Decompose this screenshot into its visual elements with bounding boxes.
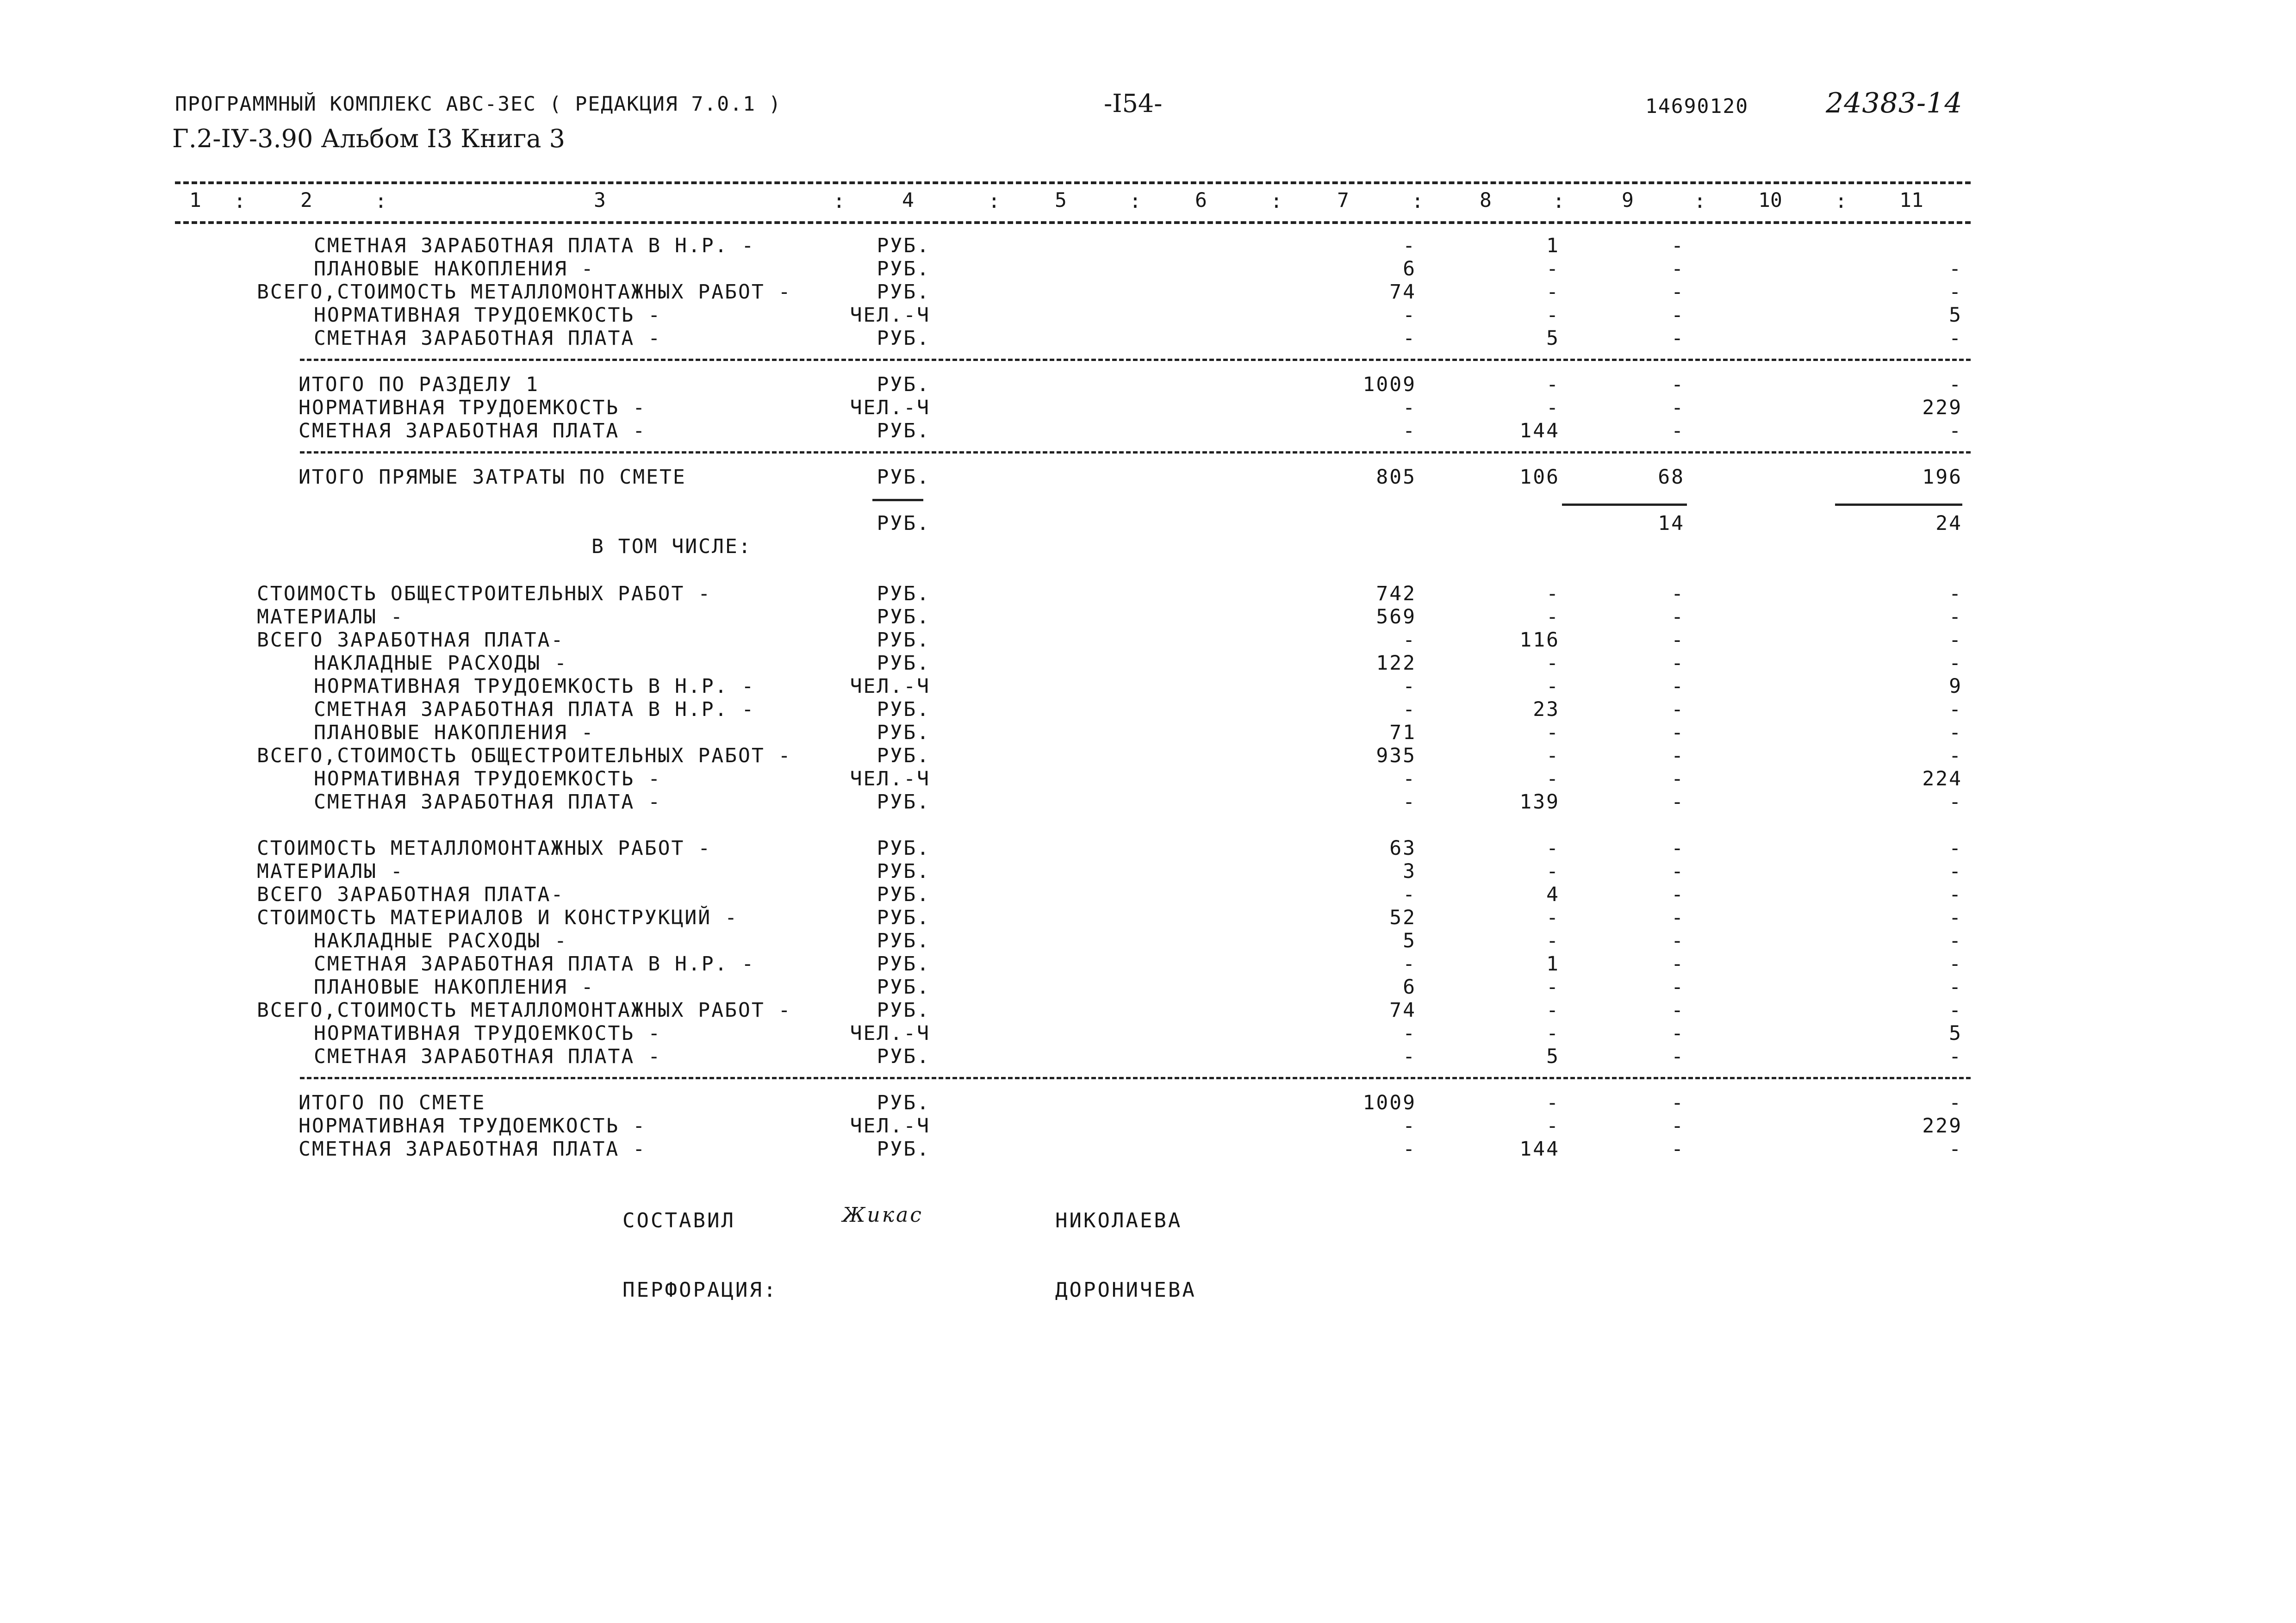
table-row bbox=[0, 906, 2296, 929]
row-col9: - bbox=[1671, 1114, 1685, 1138]
row-label: ИТОГО ПО РАЗДЕЛУ 1 bbox=[299, 373, 539, 396]
row-col7: 63 bbox=[1389, 837, 1416, 860]
row-col11: - bbox=[1949, 419, 1962, 442]
table-row bbox=[0, 976, 2296, 999]
row-label: МАТЕРИАЛЫ - bbox=[257, 860, 404, 883]
row-unit: РУБ. bbox=[877, 837, 930, 860]
row-col7: - bbox=[1403, 419, 1416, 442]
row-label: СМЕТНАЯ ЗАРАБОТНАЯ ПЛАТА - bbox=[314, 327, 662, 350]
row-col8: - bbox=[1546, 1114, 1560, 1138]
row-col8: 4 bbox=[1546, 883, 1560, 906]
row-col8: - bbox=[1546, 837, 1560, 860]
col-separator: : bbox=[1412, 190, 1424, 213]
row-col7: - bbox=[1403, 1138, 1416, 1161]
table-header-rule bbox=[175, 221, 1971, 224]
row-unit: РУБ. bbox=[877, 906, 930, 929]
row-col11: - bbox=[1949, 952, 1962, 976]
row-label: СТОИМОСТЬ ОБЩЕСТРОИТЕЛЬНЫХ РАБОТ - bbox=[257, 582, 712, 605]
row-col7: - bbox=[1403, 396, 1416, 419]
row-col9: - bbox=[1671, 999, 1685, 1022]
table-row bbox=[0, 952, 2296, 976]
row-col9: - bbox=[1671, 396, 1685, 419]
table-row bbox=[0, 721, 2296, 744]
row-unit: РУБ. bbox=[877, 234, 930, 257]
row-col11: 229 bbox=[1922, 1114, 1962, 1138]
table-row bbox=[0, 1091, 2296, 1114]
row-col11: 196 bbox=[1922, 466, 1962, 489]
table-row bbox=[0, 373, 2296, 396]
row-col7: 1009 bbox=[1363, 373, 1416, 396]
table-row bbox=[0, 929, 2296, 952]
col-header-3: 3 bbox=[594, 189, 606, 212]
row-col8: 1 bbox=[1546, 234, 1560, 257]
row-col11: - bbox=[1949, 652, 1962, 675]
table-row bbox=[0, 257, 2296, 280]
row-label: СМЕТНАЯ ЗАРАБОТНАЯ ПЛАТА - bbox=[299, 1138, 647, 1161]
table-row bbox=[0, 327, 2296, 350]
row-col9: 68 bbox=[1658, 466, 1685, 489]
row-unit: ЧЕЛ.-Ч bbox=[850, 1022, 930, 1045]
row-col11: - bbox=[1949, 373, 1962, 396]
col-header-7: 7 bbox=[1337, 189, 1349, 212]
row-col11: - bbox=[1949, 698, 1962, 721]
row-col7: 71 bbox=[1389, 721, 1416, 744]
row-col9: 14 bbox=[1658, 512, 1685, 535]
row-unit: РУБ. bbox=[877, 1045, 930, 1068]
row-label: СМЕТНАЯ ЗАРАБОТНАЯ ПЛАТА - bbox=[314, 790, 662, 814]
table-row bbox=[0, 767, 2296, 790]
row-col9: - bbox=[1671, 698, 1685, 721]
row-col9: - bbox=[1671, 304, 1685, 327]
row-col8: - bbox=[1546, 1091, 1560, 1114]
row-label: СТОИМОСТЬ МАТЕРИАЛОВ И КОНСТРУКЦИЙ - bbox=[257, 906, 738, 929]
row-unit: РУБ. bbox=[877, 790, 930, 814]
row-col7: 52 bbox=[1389, 906, 1416, 929]
section-subheading: В ТОМ ЧИСЛЕ: bbox=[591, 535, 752, 558]
row-col9: - bbox=[1671, 1022, 1685, 1045]
table-row bbox=[0, 1138, 2296, 1161]
row-unit: РУБ. bbox=[877, 999, 930, 1022]
row-col9: - bbox=[1671, 605, 1685, 628]
col-separator: : bbox=[1270, 190, 1282, 213]
row-col7: - bbox=[1403, 698, 1416, 721]
row-unit: РУБ. bbox=[877, 929, 930, 952]
row-col7: 74 bbox=[1389, 999, 1416, 1022]
row-col11: 229 bbox=[1922, 396, 1962, 419]
underline-rule bbox=[1562, 504, 1687, 506]
col-header-11: 11 bbox=[1899, 189, 1923, 212]
table-row bbox=[0, 605, 2296, 628]
row-col8: - bbox=[1546, 280, 1560, 304]
row-label: НОРМАТИВНАЯ ТРУДОЕМКОСТЬ - bbox=[314, 1022, 662, 1045]
row-col7: - bbox=[1403, 1114, 1416, 1138]
row-label: НОРМАТИВНАЯ ТРУДОЕМКОСТЬ - bbox=[299, 396, 647, 419]
row-unit: РУБ. bbox=[877, 419, 930, 442]
col-separator: : bbox=[375, 190, 387, 213]
archive-stamp: 24383-14 bbox=[1826, 87, 1963, 119]
row-unit: РУБ. bbox=[877, 952, 930, 976]
row-label: ПЛАНОВЫЕ НАКОПЛЕНИЯ - bbox=[314, 257, 595, 280]
row-col8: - bbox=[1546, 860, 1560, 883]
row-col9: - bbox=[1671, 675, 1685, 698]
row-col11: 5 bbox=[1949, 1022, 1962, 1045]
row-col7: - bbox=[1403, 883, 1416, 906]
row-label: ИТОГО ПО СМЕТЕ bbox=[299, 1091, 486, 1114]
col-header-2: 2 bbox=[300, 189, 312, 212]
row-col9: - bbox=[1671, 976, 1685, 999]
row-col11: 9 bbox=[1949, 675, 1962, 698]
row-unit: РУБ. bbox=[877, 976, 930, 999]
row-label: НОРМАТИВНАЯ ТРУДОЕМКОСТЬ - bbox=[314, 304, 662, 327]
row-col7: 122 bbox=[1376, 652, 1416, 675]
table-row bbox=[0, 837, 2296, 860]
row-label: СМЕТНАЯ ЗАРАБОТНАЯ ПЛАТА - bbox=[314, 1045, 662, 1068]
section-rule bbox=[300, 451, 1971, 454]
col-header-4: 4 bbox=[902, 189, 914, 212]
row-col11: - bbox=[1949, 860, 1962, 883]
row-col11: - bbox=[1949, 1138, 1962, 1161]
row-col9: - bbox=[1671, 1138, 1685, 1161]
row-col8: - bbox=[1546, 744, 1560, 767]
document-code: 14690120 bbox=[1645, 95, 1749, 118]
row-label: ВСЕГО ЗАРАБОТНАЯ ПЛАТА- bbox=[257, 628, 565, 652]
row-unit: РУБ. bbox=[877, 1091, 930, 1114]
row-unit: РУБ. bbox=[877, 257, 930, 280]
row-label: МАТЕРИАЛЫ - bbox=[257, 605, 404, 628]
table-row bbox=[0, 582, 2296, 605]
row-label: НОРМАТИВНАЯ ТРУДОЕМКОСТЬ - bbox=[299, 1114, 647, 1138]
row-col8: 23 bbox=[1533, 698, 1560, 721]
row-unit: РУБ. bbox=[877, 698, 930, 721]
row-unit: РУБ. bbox=[877, 721, 930, 744]
col-header-5: 5 bbox=[1055, 189, 1067, 212]
row-unit: РУБ. bbox=[877, 652, 930, 675]
row-unit: РУБ. bbox=[877, 280, 930, 304]
row-col8: - bbox=[1546, 767, 1560, 790]
row-col7: 935 bbox=[1376, 744, 1416, 767]
col-header-9: 9 bbox=[1622, 189, 1634, 212]
row-col7: - bbox=[1403, 1045, 1416, 1068]
row-col11: - bbox=[1949, 883, 1962, 906]
row-label: СТОИМОСТЬ МЕТАЛЛОМОНТАЖНЫХ РАБОТ - bbox=[257, 837, 712, 860]
row-unit: РУБ. bbox=[877, 373, 930, 396]
row-col7: 805 bbox=[1376, 466, 1416, 489]
row-col11: - bbox=[1949, 582, 1962, 605]
row-col9: - bbox=[1671, 1091, 1685, 1114]
col-separator: : bbox=[1553, 190, 1565, 213]
row-label: ВСЕГО,СТОИМОСТЬ МЕТАЛЛОМОНТАЖНЫХ РАБОТ - bbox=[257, 999, 792, 1022]
row-col9: - bbox=[1671, 257, 1685, 280]
section-rule bbox=[300, 1077, 1971, 1079]
table-row bbox=[0, 304, 2296, 327]
row-col8: 144 bbox=[1519, 419, 1560, 442]
table-row bbox=[0, 280, 2296, 304]
row-col7: - bbox=[1403, 304, 1416, 327]
row-col11: - bbox=[1949, 721, 1962, 744]
row-col7: 742 bbox=[1376, 582, 1416, 605]
row-col9: - bbox=[1671, 952, 1685, 976]
row-label: ВСЕГО ЗАРАБОТНАЯ ПЛАТА- bbox=[257, 883, 565, 906]
table-row bbox=[0, 1045, 2296, 1068]
row-col9: - bbox=[1671, 790, 1685, 814]
row-unit: РУБ. bbox=[877, 1138, 930, 1161]
row-col8: - bbox=[1546, 373, 1560, 396]
table-row bbox=[0, 698, 2296, 721]
row-col11: - bbox=[1949, 257, 1962, 280]
table-row bbox=[0, 628, 2296, 652]
row-col7: - bbox=[1403, 790, 1416, 814]
col-separator: : bbox=[1129, 190, 1141, 213]
table-row bbox=[0, 675, 2296, 698]
col-separator: : bbox=[1835, 190, 1847, 213]
row-unit: ЧЕЛ.-Ч bbox=[850, 304, 930, 327]
row-col8: - bbox=[1546, 906, 1560, 929]
row-unit: РУБ. bbox=[877, 628, 930, 652]
perforation-label: ПЕРФОРАЦИЯ: bbox=[622, 1278, 778, 1302]
row-col11: - bbox=[1949, 628, 1962, 652]
row-label: ВСЕГО,СТОИМОСТЬ МЕТАЛЛОМОНТАЖНЫХ РАБОТ - bbox=[257, 280, 792, 304]
row-col9: - bbox=[1671, 837, 1685, 860]
col-header-8: 8 bbox=[1480, 189, 1492, 212]
row-col8: - bbox=[1546, 605, 1560, 628]
row-unit: ЧЕЛ.-Ч bbox=[850, 396, 930, 419]
row-col7: 74 bbox=[1389, 280, 1416, 304]
row-col9: - bbox=[1671, 860, 1685, 883]
col-separator: : bbox=[1694, 190, 1706, 213]
row-col8: 144 bbox=[1519, 1138, 1560, 1161]
underline-rule bbox=[1835, 504, 1962, 506]
row-col9: - bbox=[1671, 327, 1685, 350]
compiled-by-label: СОСТАВИЛ bbox=[622, 1209, 735, 1232]
row-col11: - bbox=[1949, 280, 1962, 304]
row-col7: 6 bbox=[1403, 257, 1416, 280]
col-separator: : bbox=[833, 190, 845, 213]
row-col9: - bbox=[1671, 744, 1685, 767]
row-col8: - bbox=[1546, 652, 1560, 675]
row-col8: - bbox=[1546, 675, 1560, 698]
table-row bbox=[0, 535, 2296, 558]
row-col9: - bbox=[1671, 883, 1685, 906]
album-title: Г.2-IУ-3.90 Альбом I3 Книга 3 bbox=[172, 124, 565, 153]
row-col11: 5 bbox=[1949, 304, 1962, 327]
row-col7: - bbox=[1403, 234, 1416, 257]
row-col7: 6 bbox=[1403, 976, 1416, 999]
row-label: НАКЛАДНЫЕ РАСХОДЫ - bbox=[314, 652, 568, 675]
handwritten-signature: Жикас bbox=[842, 1203, 923, 1227]
table-row bbox=[0, 419, 2296, 442]
row-col9: - bbox=[1671, 280, 1685, 304]
table-row bbox=[0, 652, 2296, 675]
row-unit: РУБ. bbox=[877, 512, 930, 535]
table-row bbox=[0, 999, 2296, 1022]
row-col7: - bbox=[1403, 628, 1416, 652]
row-col9: - bbox=[1671, 1045, 1685, 1068]
col-header-6: 6 bbox=[1195, 189, 1207, 212]
row-label: НАКЛАДНЫЕ РАСХОДЫ - bbox=[314, 929, 568, 952]
row-col9: - bbox=[1671, 906, 1685, 929]
table-row bbox=[0, 883, 2296, 906]
row-col9: - bbox=[1671, 929, 1685, 952]
row-col8: - bbox=[1546, 257, 1560, 280]
row-label: ПЛАНОВЫЕ НАКОПЛЕНИЯ - bbox=[314, 976, 595, 999]
row-col7: 5 bbox=[1403, 929, 1416, 952]
row-label: СМЕТНАЯ ЗАРАБОТНАЯ ПЛАТА В Н.Р. - bbox=[314, 952, 755, 976]
row-unit: РУБ. bbox=[877, 327, 930, 350]
row-col11: - bbox=[1949, 929, 1962, 952]
table-top-rule bbox=[175, 181, 1971, 184]
table-row bbox=[0, 1114, 2296, 1138]
row-col8: 5 bbox=[1546, 1045, 1560, 1068]
row-col11: - bbox=[1949, 744, 1962, 767]
row-unit: РУБ. bbox=[877, 605, 930, 628]
row-col11: - bbox=[1949, 976, 1962, 999]
row-col8: 1 bbox=[1546, 952, 1560, 976]
row-col7: 3 bbox=[1403, 860, 1416, 883]
row-col7: - bbox=[1403, 1022, 1416, 1045]
col-separator: : bbox=[234, 190, 246, 213]
row-label: СМЕТНАЯ ЗАРАБОТНАЯ ПЛАТА - bbox=[299, 419, 647, 442]
row-unit: РУБ. bbox=[877, 466, 930, 489]
row-col8: - bbox=[1546, 721, 1560, 744]
row-col8: 106 bbox=[1519, 466, 1560, 489]
row-col11: - bbox=[1949, 837, 1962, 860]
row-label: НОРМАТИВНАЯ ТРУДОЕМКОСТЬ - bbox=[314, 767, 662, 790]
row-col7: - bbox=[1403, 675, 1416, 698]
row-col7: 569 bbox=[1376, 605, 1416, 628]
row-col8: - bbox=[1546, 396, 1560, 419]
row-col9: - bbox=[1671, 652, 1685, 675]
program-title: ПРОГРАММНЫЙ КОМПЛЕКС АВС-3ЕС ( РЕДАКЦИЯ 7.0.1 ) bbox=[175, 93, 782, 116]
table-row bbox=[0, 396, 2296, 419]
row-col8: - bbox=[1546, 999, 1560, 1022]
row-col9: - bbox=[1671, 582, 1685, 605]
col-header-1: 1 bbox=[189, 189, 201, 212]
row-col11: - bbox=[1949, 999, 1962, 1022]
row-col8: - bbox=[1546, 582, 1560, 605]
row-col11: - bbox=[1949, 1091, 1962, 1114]
compiled-by-name: НИКОЛАЕВА bbox=[1055, 1209, 1182, 1232]
row-label: ПЛАНОВЫЕ НАКОПЛЕНИЯ - bbox=[314, 721, 595, 744]
row-col9: - bbox=[1671, 419, 1685, 442]
table-row bbox=[0, 512, 2296, 535]
row-label: НОРМАТИВНАЯ ТРУДОЕМКОСТЬ В Н.Р. - bbox=[314, 675, 755, 698]
table-row bbox=[0, 1022, 2296, 1045]
section-rule bbox=[300, 359, 1971, 361]
table-row bbox=[0, 744, 2296, 767]
row-label: ИТОГО ПРЯМЫЕ ЗАТРАТЫ ПО СМЕТЕ bbox=[299, 466, 686, 489]
row-unit: РУБ. bbox=[877, 860, 930, 883]
row-col8: 116 bbox=[1519, 628, 1560, 652]
row-unit: РУБ. bbox=[877, 582, 930, 605]
row-col8: - bbox=[1546, 929, 1560, 952]
row-col8: - bbox=[1546, 1022, 1560, 1045]
row-col11: - bbox=[1949, 327, 1962, 350]
row-col9: - bbox=[1671, 721, 1685, 744]
row-label: СМЕТНАЯ ЗАРАБОТНАЯ ПЛАТА В Н.Р. - bbox=[314, 234, 755, 257]
row-col9: - bbox=[1671, 628, 1685, 652]
perforation-name: ДОРОНИЧЕВА bbox=[1055, 1278, 1196, 1302]
page-number: -I54- bbox=[1104, 89, 1163, 118]
row-col9: - bbox=[1671, 767, 1685, 790]
row-col9: - bbox=[1671, 373, 1685, 396]
row-unit: ЧЕЛ.-Ч bbox=[850, 675, 930, 698]
row-unit: ЧЕЛ.-Ч bbox=[850, 1114, 930, 1138]
row-col11: 24 bbox=[1935, 512, 1962, 535]
row-label: ВСЕГО,СТОИМОСТЬ ОБЩЕСТРОИТЕЛЬНЫХ РАБОТ - bbox=[257, 744, 792, 767]
underline-rule bbox=[872, 499, 923, 501]
row-col7: - bbox=[1403, 952, 1416, 976]
row-col8: 139 bbox=[1519, 790, 1560, 814]
table-row bbox=[0, 860, 2296, 883]
row-col9: - bbox=[1671, 234, 1685, 257]
table-row bbox=[0, 790, 2296, 814]
table-row bbox=[0, 234, 2296, 257]
row-label: СМЕТНАЯ ЗАРАБОТНАЯ ПЛАТА В Н.Р. - bbox=[314, 698, 755, 721]
table-row bbox=[0, 466, 2296, 489]
row-col8: 5 bbox=[1546, 327, 1560, 350]
row-col11: - bbox=[1949, 605, 1962, 628]
row-unit: РУБ. bbox=[877, 744, 930, 767]
col-separator: : bbox=[988, 190, 1000, 213]
row-col8: - bbox=[1546, 976, 1560, 999]
row-unit: РУБ. bbox=[877, 883, 930, 906]
row-col11: - bbox=[1949, 1045, 1962, 1068]
row-col7: - bbox=[1403, 767, 1416, 790]
row-col8: - bbox=[1546, 304, 1560, 327]
row-col11: - bbox=[1949, 790, 1962, 814]
row-col7: 1009 bbox=[1363, 1091, 1416, 1114]
col-header-10: 10 bbox=[1758, 189, 1782, 212]
row-unit: ЧЕЛ.-Ч bbox=[850, 767, 930, 790]
row-col11: 224 bbox=[1922, 767, 1962, 790]
row-col7: - bbox=[1403, 327, 1416, 350]
row-col11: - bbox=[1949, 906, 1962, 929]
